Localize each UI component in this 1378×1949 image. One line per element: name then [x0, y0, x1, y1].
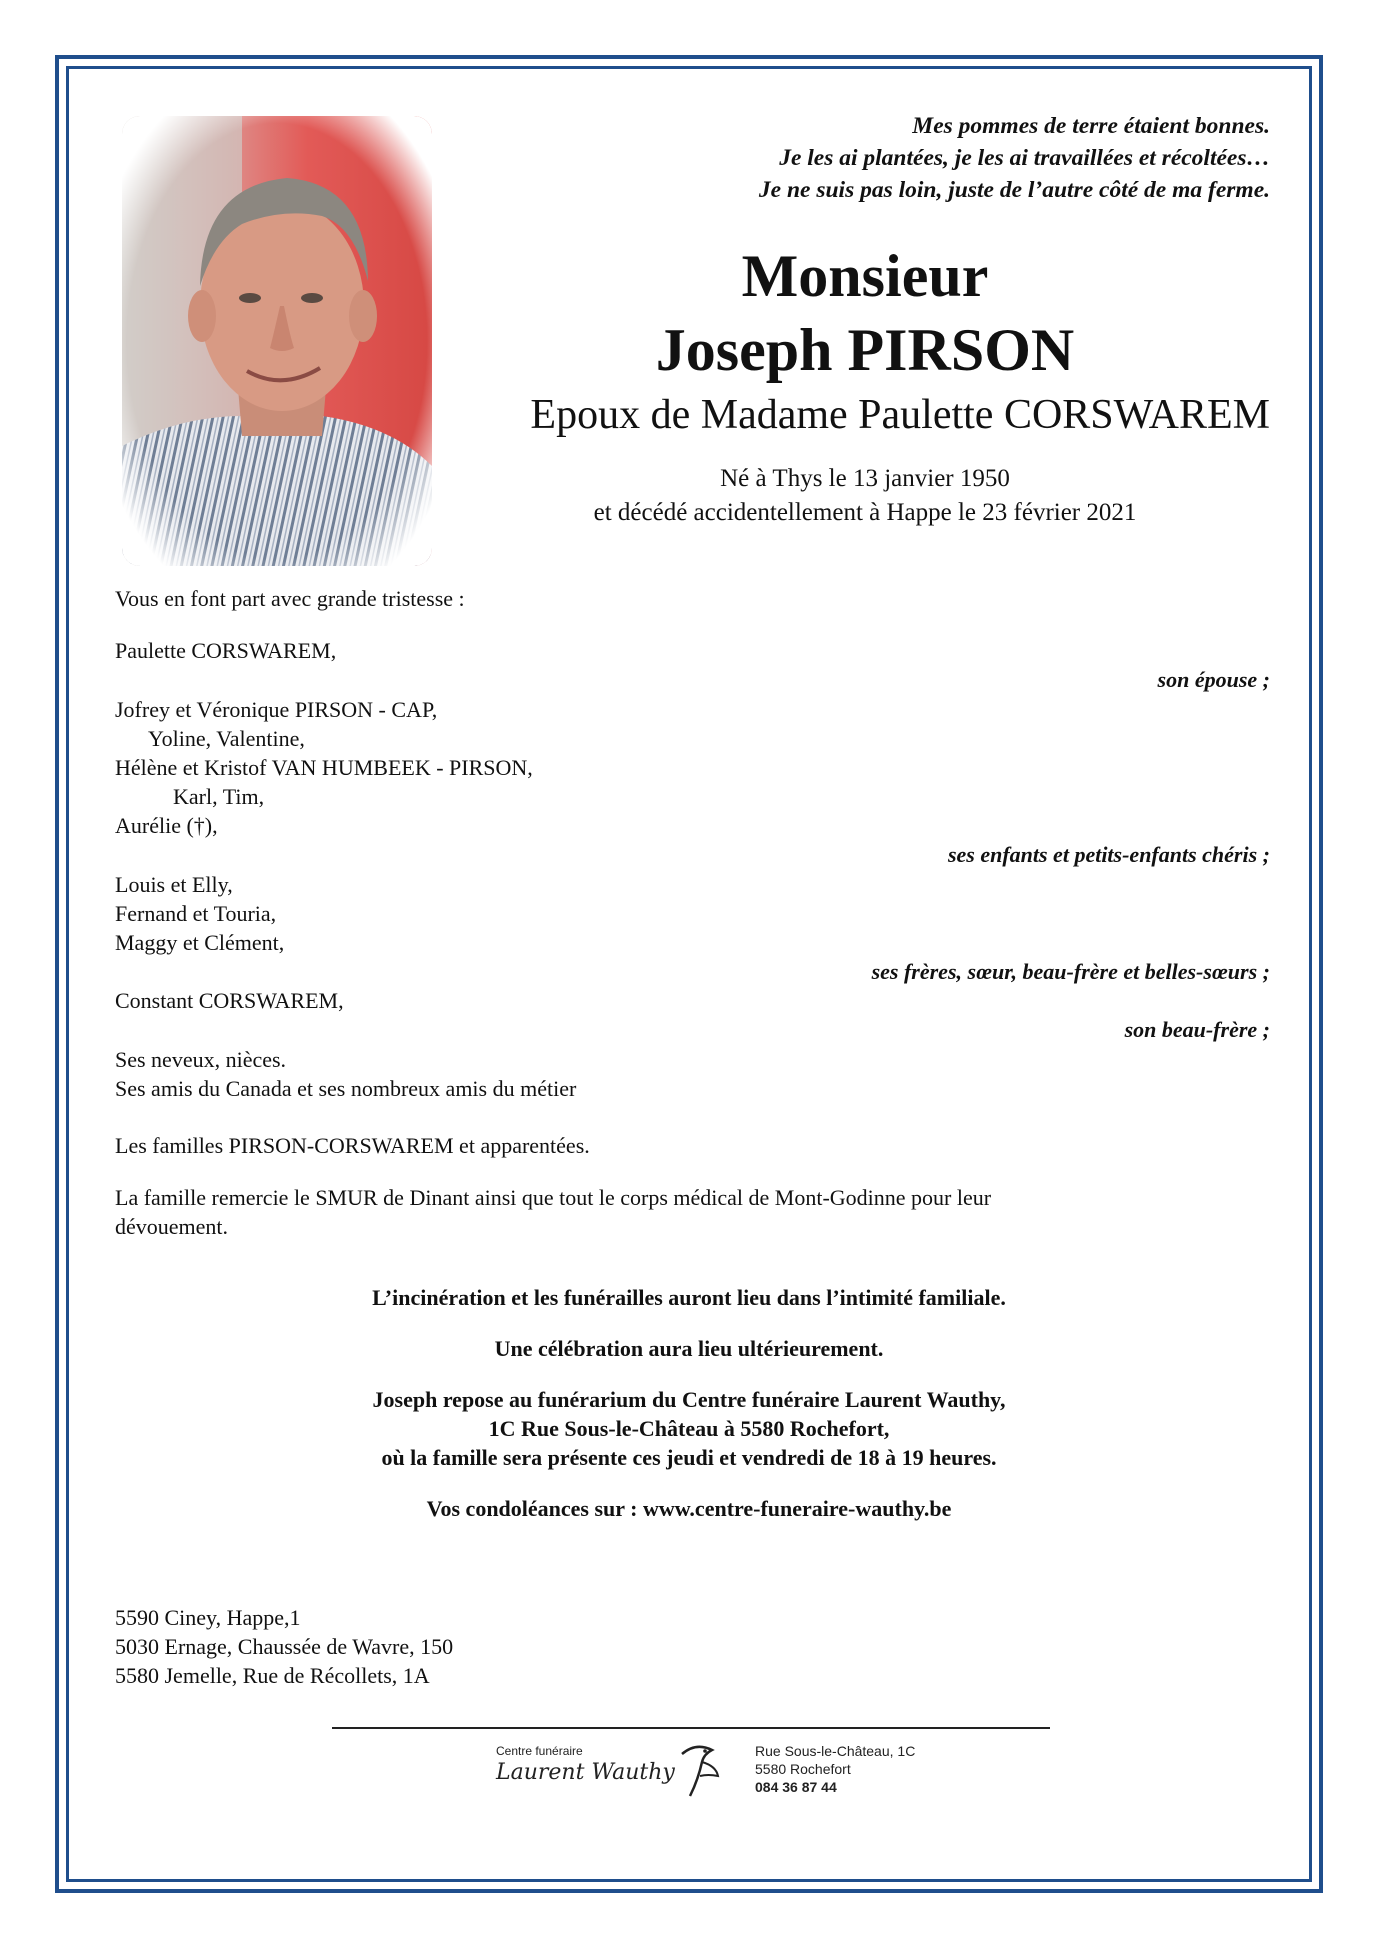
relation-label: ses enfants et petits-enfants chéris ;	[947, 842, 1270, 867]
address-phone: 084 36 87 44	[755, 1779, 837, 1795]
address-line: 5030 Ernage, Chaussée de Wavre, 150	[115, 1634, 454, 1659]
relation-label: son épouse ;	[1157, 667, 1270, 692]
funeral-home-address	[755, 1742, 915, 1796]
family-member: Louis et Elly,	[115, 872, 233, 897]
poem-line: Mes pommes de terre étaient bonnes.	[912, 113, 1270, 139]
thanks-line: dévouement.	[115, 1214, 229, 1239]
cremation-notice: L’incinération et les funérailles auront lieu dans l’intimité familiale.	[372, 1285, 1006, 1310]
address-line: 5590 Ciney, Happe,1	[115, 1605, 301, 1630]
rest-notice-line: Joseph repose au funérarium du Centre funéraire Laurent Wauthy,	[372, 1387, 1006, 1412]
family-member: Karl, Tim,	[173, 784, 265, 809]
poem-line: Je ne suis pas loin, juste de l’autre côté de ma ferme.	[758, 177, 1270, 203]
family-member: Fernand et Touria,	[115, 901, 277, 926]
family-member: Maggy et Clément,	[115, 930, 285, 955]
birth-line: Né à Thys le 13 janvier 1950	[720, 465, 1010, 492]
honorific: Monsieur	[741, 243, 989, 309]
logo-script-text: Laurent Wauthy	[496, 1760, 675, 1785]
address-street: Rue Sous-le-Château, 1C	[755, 1743, 916, 1759]
family-member: Aurélie (†),	[115, 813, 218, 838]
funeral-home-logo	[496, 1740, 736, 1800]
deceased-name: Joseph PIRSON	[655, 317, 1075, 383]
poem	[759, 110, 1270, 206]
family-member: Ses amis du Canada et ses nombreux amis du métier	[115, 1076, 577, 1101]
celebration-notice: Une célébration aura lieu ultérieurement.	[494, 1336, 884, 1361]
families-line: Les familles PIRSON-CORSWAREM et apparentées.	[115, 1133, 590, 1158]
footer-divider	[332, 1727, 1050, 1729]
thanks-line: La famille remercie le SMUR de Dinant ainsi que tout le corps médical de Mont-Godinne pour leur	[115, 1185, 992, 1210]
poem-line: Je les ai plantées, je les ai travaillées et récoltées…	[779, 145, 1270, 171]
relation-label: son beau-frère ;	[1124, 1017, 1270, 1042]
death-line: et décédé accidentellement à Happe le 23 février 2021	[593, 499, 1137, 526]
family-member: Ses neveux, nièces.	[115, 1047, 287, 1072]
family-member: Jofrey et Véronique PIRSON - CAP,	[115, 697, 438, 722]
rest-notice-line: où la famille sera présente ces jeudi et vendredi de 18 à 19 heures.	[381, 1445, 997, 1470]
family-member: Paulette CORSWAREM,	[115, 638, 337, 663]
address-city: 5580 Rochefort	[755, 1761, 851, 1777]
rest-notice-line: 1C Rue Sous-le-Château à 5580 Rochefort,	[488, 1416, 890, 1441]
condolences-line: Vos condoléances sur : www.centre-funeraire-wauthy.be	[426, 1496, 952, 1521]
relation-label: ses frères, sœur, beau-frère et belles-sœurs ;	[871, 959, 1270, 984]
portrait-photo	[122, 116, 432, 566]
spouse-line: Epoux de Madame Paulette CORSWAREM	[530, 392, 1270, 438]
logo-dove-icon	[672, 1740, 722, 1800]
intro-text: Vous en font part avec grande tristesse :	[115, 586, 465, 611]
family-member: Hélène et Kristof VAN HUMBEEK - PIRSON,	[115, 755, 533, 780]
logo-small-text: Centre funéraire	[496, 1744, 583, 1758]
family-member: Yoline, Valentine,	[148, 726, 305, 751]
family-member: Constant CORSWAREM,	[115, 988, 344, 1013]
address-line: 5580 Jemelle, Rue de Récollets, 1A	[115, 1663, 430, 1688]
